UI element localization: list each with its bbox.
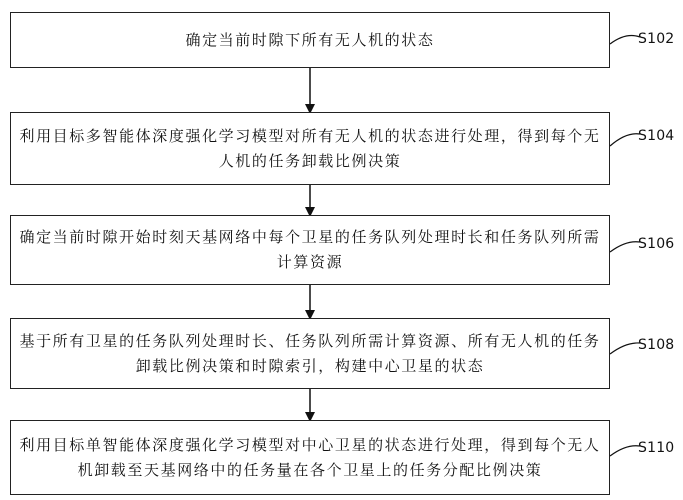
leader-s106	[610, 242, 640, 252]
leader-s102	[610, 36, 640, 44]
step-label-s102: S102	[638, 31, 675, 47]
step-box-s102	[10, 12, 610, 68]
step-text-s106: 确定当前时隙开始时刻天基网络中每个卫星的任务队列处理时长和任务队列所需计算资源	[19, 228, 601, 271]
leader-s108	[610, 343, 640, 354]
step-label-s106: S106	[638, 236, 675, 252]
leader-s104	[610, 134, 640, 146]
step-box-s104	[10, 112, 610, 185]
step-text-s110: 利用目标单智能体深度强化学习模型对中心卫星的状态进行处理，得到每个无人机卸载至天基网络中的任务量在各个卫星上的任务分配比例决策	[19, 435, 601, 479]
step-label-s104: S104	[638, 128, 675, 144]
step-label-s110: S110	[638, 440, 675, 456]
step-text-s102: 确定当前时隙下所有无人机的状态	[185, 30, 435, 49]
leader-s110	[610, 446, 640, 456]
step-box-s110	[10, 420, 610, 495]
step-label-s108: S108	[638, 337, 675, 353]
step-text-s108: 基于所有卫星的任务队列处理时长、任务队列所需计算资源、所有无人机的任务卸载比例决策和时隙索引，构建中心卫星的状态	[19, 331, 601, 375]
step-text-s104: 利用目标多智能体深度强化学习模型对所有无人机的状态进行处理，得到每个无人机的任务卸载比例决策	[19, 126, 601, 170]
step-box-s106	[10, 215, 610, 285]
step-box-s108	[10, 318, 610, 389]
